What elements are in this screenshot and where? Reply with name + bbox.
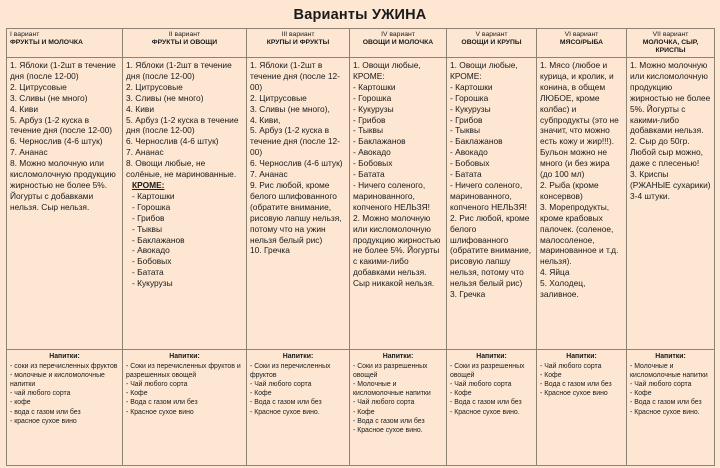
list-item: 3. Сливы (не много) (126, 92, 204, 103)
variant-number: IV вариант (381, 31, 415, 38)
variant-name: ФРУКТЫ И ОВОЩИ (151, 39, 218, 46)
list-item: - Грибов (132, 212, 165, 223)
drinks-cell-6 (537, 350, 627, 466)
list-item: - Картошки (450, 81, 493, 92)
list-item: 4. Яйца (540, 267, 570, 278)
food-cell-6 (537, 58, 627, 350)
list-item: 7. Ананас (126, 147, 164, 158)
drink-item: - Соки из разрешенных овощей (450, 363, 525, 380)
food-list (540, 60, 623, 300)
drink-item: - Чай любого сорта (126, 381, 188, 389)
header-cell-1 (7, 29, 123, 58)
header-cell-4 (350, 29, 447, 58)
food-cell-4 (350, 58, 447, 350)
drink-item: - Соки из перечисленных фруктов (250, 363, 331, 380)
list-item: 5. Холодец, заливное. (540, 278, 586, 300)
drink-item: - Кофе (126, 390, 148, 398)
food-cell-1 (7, 58, 123, 350)
list-item: 1. Можно молочную или кисломолочную продукцию жирностью не более 5%. Йогурты с какими-либо добавками нельзя. (630, 60, 711, 136)
list-item: - Тыквы (132, 223, 163, 234)
list-item: 1. Овощи любые, КРОМЕ: (450, 60, 518, 81)
food-list (353, 60, 443, 289)
food-list (630, 60, 711, 202)
list-item: 6. Чернослив (4-6 штук) (10, 136, 103, 147)
list-item: - Ничего соленого, маринованного, копченого НЕЛЬЗЯ! (450, 179, 527, 212)
drink-item: - чай любого сорта (10, 390, 71, 398)
header-cell-2 (123, 29, 247, 58)
variant-name: МОЛОЧКА, СЫР, КРИСПЫ (642, 39, 699, 54)
drinks-cell-4 (350, 350, 447, 466)
drinks-title: Напитки: (49, 353, 80, 360)
drink-item: - Чай любого сорта (250, 381, 312, 389)
variants-table (6, 28, 715, 466)
variant-number: II вариант (168, 31, 201, 38)
header-row (7, 29, 715, 58)
drink-item: - Вода с газом или без (540, 381, 612, 389)
list-item: - Кукурузы (353, 103, 394, 114)
drink-item: - Соки из перечисленных фруктов и разрешенных овощей (126, 363, 241, 380)
list-item: - Тыквы (450, 125, 481, 136)
drink-item: - Вода с газом или без (353, 417, 425, 425)
drinks-title: Напитки: (655, 353, 686, 360)
list-item: 10. Гречка (250, 245, 290, 256)
variant-number: VII вариант (652, 31, 689, 38)
drinks-title: Напитки: (476, 353, 507, 360)
list-item: 6. Чернослив (4-6 штук) (126, 136, 219, 147)
list-item: 3. Сливы (не много), (250, 103, 330, 114)
list-item: 1. Яблоки (1-2шт в течение дня (после 12-00) (126, 60, 232, 81)
drink-item: - Кофе (353, 408, 375, 416)
list-item: - Грибов (353, 114, 386, 125)
food-cell-7 (627, 58, 715, 350)
list-item: 1. Яблоки (1-2шт в течение дня (после 12-00) (10, 60, 116, 81)
drink-item: - Молочные и кисломолочные напитки (630, 363, 708, 380)
except-label (126, 180, 243, 191)
drink-item: - красное сухое вино (10, 417, 77, 425)
page-title: Варианты УЖИНА (293, 7, 427, 23)
header-cell-3 (247, 29, 350, 58)
list-item: 4. Киви, (250, 114, 281, 125)
list-item: 4. Киви (126, 103, 154, 114)
list-item: - Горошка (132, 201, 171, 212)
drink-item: - Красное сухое вино (126, 408, 194, 416)
list-item: 8. Овощи любые, не солёные, не маринованные. (126, 158, 237, 180)
except-heading: КРОМЕ: (132, 179, 165, 190)
list-item: 2. Цитрусовые (10, 81, 67, 92)
drinks-cell-5 (447, 350, 537, 466)
list-item: - Батата (353, 169, 385, 180)
drink-item: - Чай любого сорта (450, 381, 512, 389)
drink-item: - молочные и кисломолочные напитки (10, 372, 105, 389)
drinks-title: Напитки: (382, 353, 414, 360)
drink-item: - Вода с газом или без (250, 399, 322, 407)
header-cell-7 (627, 29, 715, 58)
drinks-cell-3 (247, 350, 350, 466)
list-item: - Ничего соленого, маринованного, копченого НЕЛЬЗЯ! (353, 179, 430, 212)
drink-item: - Кофе (540, 372, 562, 380)
drink-item: - вода с газом или без (10, 408, 81, 416)
drink-item: - Красное сухое вино. (450, 408, 520, 416)
list-item: - Тыквы (353, 125, 384, 136)
list-item: 7. Ананас (10, 147, 48, 158)
list-item: 3. Морепродукты, кроме крабовых палочек. (соленое, малосоленое, маринованное и т.д. нельзя). (540, 201, 619, 267)
drinks-cell-7 (627, 350, 715, 466)
variant-number: VI вариант (564, 31, 599, 38)
header-cell-6 (537, 29, 627, 58)
drink-item: - Чай любого сорта (353, 399, 415, 407)
drink-item: - Вода с газом или без (630, 399, 702, 407)
list-item: - Бобовых (450, 158, 490, 169)
list-item: 2. Рыба (кроме консервов) (540, 179, 599, 201)
drink-item: - Кофе (630, 390, 652, 398)
list-item: 8. Можно молочную или кисломолочную продукцию жирностью не более 5%. Йогурты с добавками нельзя. Сыр нельзя. (10, 158, 116, 212)
list-item: - Картошки (132, 190, 175, 201)
list-item: - Картошки (353, 81, 396, 92)
list-item: - Баклажанов (450, 136, 503, 147)
variant-name: ФРУКТЫ И МОЛОЧКА (10, 39, 83, 46)
list-item: - Авокадо (353, 147, 391, 158)
list-item: - Баклажанов (132, 234, 185, 245)
drinks-title: Напитки: (169, 353, 200, 360)
food-list (10, 60, 119, 213)
variant-name: КРУПЫ И ФРУКТЫ (266, 39, 330, 46)
food-cell-2 (123, 58, 247, 350)
drink-item: - Кофе (450, 390, 472, 398)
drink-item: - Чай любого сорта (540, 363, 602, 371)
header-cell-5 (447, 29, 537, 58)
list-item: 2. Сыр до 50гр. Любой сыр можно, даже с плесенью! (630, 136, 703, 169)
list-item: 1. Яблоки (1-2шт в течение дня (после 12-00) (250, 60, 340, 92)
list-item: 4. Киви (10, 103, 38, 114)
list-item: 2. Рис любой, кроме белого шлифованного (обратите внимание, рисовую лапшу нельзя, потому что нельзя белый рис) (450, 212, 532, 289)
variant-name: ОВОЩИ И МОЛОЧКА (362, 39, 434, 46)
list-item: 5. Арбуз (1-2 куска в течение дня (после 12-00) (10, 114, 113, 136)
variant-number: V вариант (475, 31, 508, 38)
list-item: - Баклажанов (353, 136, 406, 147)
drink-item: - кофе (10, 399, 31, 407)
list-item: 2. Можно молочную или кисломолочную продукцию жирностью не более 5%. Йогурты с какими-либо добавками нельзя. Сыр никакой нельзя. (353, 212, 441, 289)
drinks-row (7, 350, 715, 466)
food-list (450, 60, 533, 300)
list-item: - Кукурузы (132, 278, 173, 289)
list-item: 3. Гречка (450, 289, 486, 300)
list-item: - Батата (132, 267, 164, 278)
drink-item: - Красное сухое вино (540, 390, 608, 398)
drink-item: - Молочные и кисломолочные напитки (353, 381, 431, 398)
drink-item: - Вода с газом или без (126, 399, 198, 407)
food-cell-3 (247, 58, 350, 350)
drinks-title: Напитки: (282, 353, 314, 360)
list-item: - Авокадо (450, 147, 488, 158)
list-item: 5. Арбуз (1-2 куска в течение дня (после 12-00) (126, 114, 239, 136)
drink-item: - Кофе (250, 390, 272, 398)
variant-number: I вариант (10, 31, 40, 38)
list-item: - Авокадо (132, 245, 170, 256)
list-item: 2. Цитрусовые (250, 92, 307, 103)
list-item: - Горошка (450, 92, 489, 103)
list-item: 5. Арбуз (1-2 куска в течение дня (после 12-00) (250, 125, 340, 158)
list-item: - Кукурузы (450, 103, 491, 114)
drink-item: - Красное сухое вино. (353, 426, 423, 434)
list-item: - Грибов (450, 114, 483, 125)
drink-item: - Красное сухое вино. (630, 408, 700, 416)
drinks-cell-1 (7, 350, 123, 466)
drink-item: - Красное сухое вино. (250, 408, 320, 416)
drink-item: - Чай любого сорта (630, 381, 692, 389)
drinks-cell-2 (123, 350, 247, 466)
drinks-title: Напитки: (566, 353, 597, 360)
drink-item: - Соки из разрешенных овощей (353, 363, 428, 380)
drink-item: - Вода с газом или без (450, 399, 522, 407)
list-item: 7. Ананас (250, 169, 288, 180)
food-row (7, 58, 715, 350)
food-list (250, 60, 346, 256)
food-list (126, 60, 243, 289)
list-item: 6. Чернослив (4-6 штук) (250, 158, 343, 169)
list-item: - Батата (450, 169, 482, 180)
list-item: 1. Овощи любые, КРОМЕ: (353, 60, 421, 81)
list-item: - Бобовых (353, 158, 393, 169)
drink-item: - соки из перечисленных фруктов (10, 363, 118, 371)
list-item: - Бобовых (132, 256, 172, 267)
list-item: 3. Криспы (РЖАНЫЕ сухарики) 3-4 штуки. (630, 169, 711, 201)
variant-name: ОВОЩИ И КРУПЫ (461, 39, 522, 46)
list-item: 1. Мясо (любое и курица, и кролик, и конина, в общем ЛЮБОЕ, кроме колбас) и субпродукты (это не значит, что можно есть кожу и жир!!!). Бульон можно не много (и без жира (до 100 мл) (540, 60, 619, 180)
list-item: 2. Цитрусовые (126, 81, 183, 92)
variant-number: III вариант (281, 31, 315, 38)
variant-name: МЯСО/РЫБА (559, 39, 604, 46)
list-item: 9. Рис любой, кроме белого шлифованного (обратите внимание, рисовую лапшу нельзя, потому что на ужин нельзя белый рис) (250, 179, 342, 245)
list-item: - Горошка (353, 92, 392, 103)
list-item: 3. Сливы (не много) (10, 92, 88, 103)
food-cell-5 (447, 58, 537, 350)
